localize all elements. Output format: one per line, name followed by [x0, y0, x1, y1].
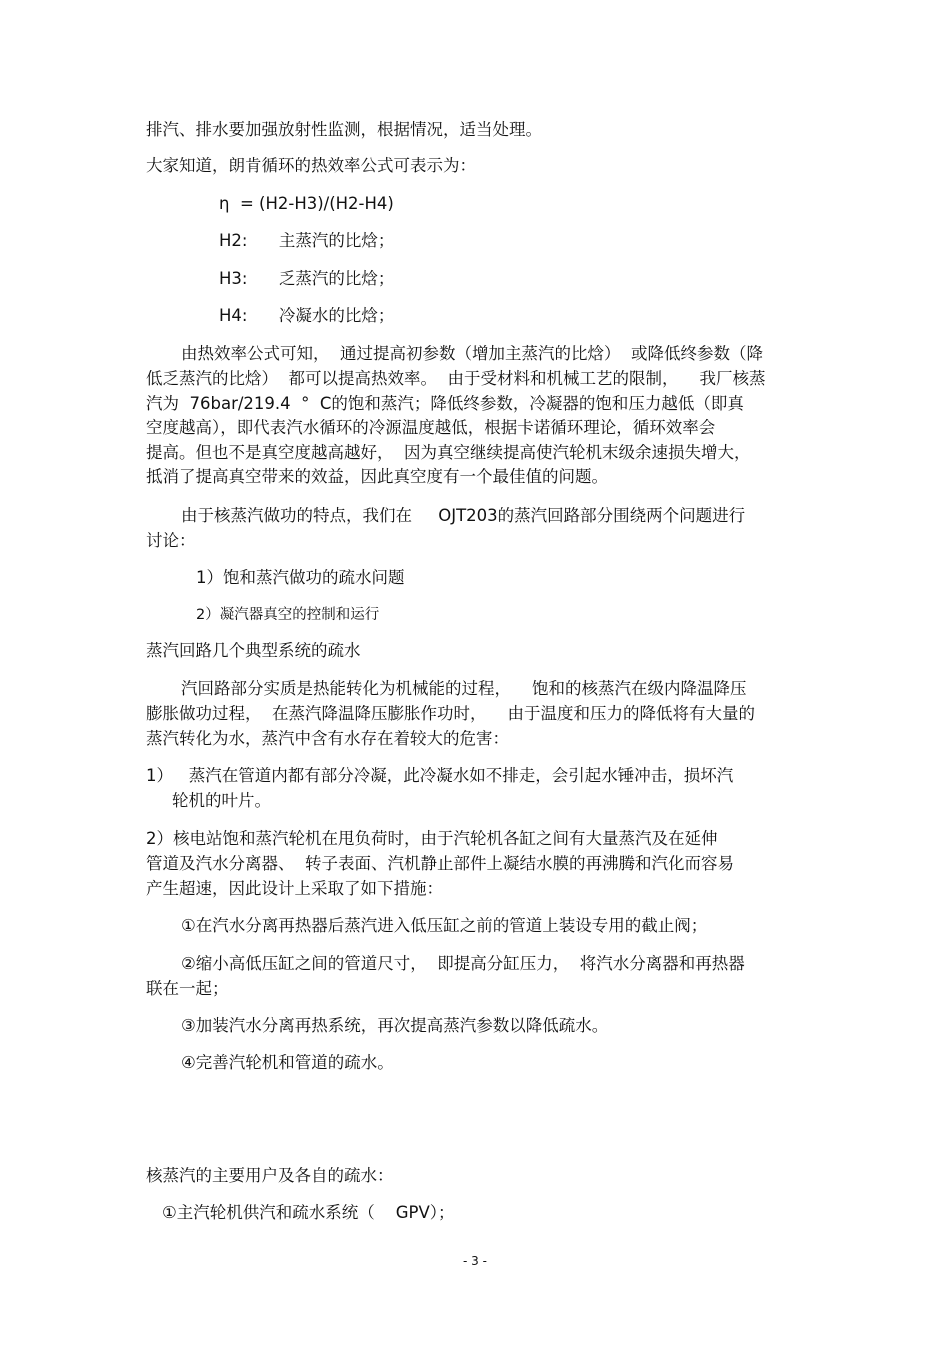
text-line: 膨胀做功过程， 在蒸汽降温降压膨胀作功时， 由于温度和压力的降低将有大量的 [146, 704, 755, 723]
section-heading: 蒸汽回路几个典型系统的疏水 [146, 641, 361, 660]
text-line: 由热效率公式可知， 通过提高初参数（增加主蒸汽的比焓） 或降低终参数（降 [181, 344, 763, 363]
page-number: - 3 - [463, 1254, 487, 1268]
measure-item: ④完善汽轮机和管道的疏水。 [181, 1053, 394, 1072]
text-line: 空度越高），即代表汽水循环的冷源温度越低，根据卡诺循环理论，循环效率会 [146, 418, 716, 437]
text-line: 由于核蒸汽做功的特点，我们在 OJT203的蒸汽回路部分围绕两个问题进行 [181, 506, 746, 525]
text-line: 汽回路部分实质是热能转化为机械能的过程， 饱和的核蒸汽在级内降温降压 [181, 679, 747, 698]
text-line: 提高。但也不是真空度越高越好， 因为真空继续提高使汽轮机末级余速损失增大， [146, 443, 751, 462]
text-line: 低乏蒸汽的比焓） 都可以提高热效率。 由于受材料和机械工艺的限制， 我厂核蒸 [146, 369, 766, 388]
list-item: 2）核电站饱和蒸汽轮机在甩负荷时，由于汽轮机各缸之间有大量蒸汽及在延伸 [146, 829, 718, 848]
formula-line: η = (H2-H3)/(H2-H4) [219, 194, 394, 213]
text-line: 汽为 76bar/219.4 ° C的饱和蒸汽；降低终参数，冷凝器的饱和压力越低（即真 [146, 394, 744, 413]
text-line: 抵消了提高真空带来的效益，因此真空度有一个最佳值的问题。 [146, 467, 608, 486]
formula-definition: H3: 乏蒸汽的比焓； [219, 269, 395, 288]
list-item: 2）凝汽器真空的控制和运行 [196, 607, 380, 623]
text-line: 讨论： [146, 531, 196, 550]
text-line: 蒸汽转化为水，蒸汽中含有水存在着较大的危害： [146, 729, 509, 748]
text-line: 联在一起； [146, 979, 229, 998]
measure-item: ③加装汽水分离再热系统，再次提高蒸汽参数以降低疏水。 [181, 1016, 609, 1035]
formula-definition: H4: 冷凝水的比焓； [219, 306, 395, 325]
list-item: ①主汽轮机供汽和疏水系统（ GPV）； [162, 1203, 455, 1222]
list-item: 1） 蒸汽在管道内都有部分冷凝，此冷凝水如不排走，会引起水锤冲击，损坏汽 [146, 766, 734, 785]
list-item: 1）饱和蒸汽做功的疏水问题 [196, 568, 405, 587]
list-item: 轮机的叶片。 [172, 791, 271, 810]
text-line: 排汽、排水要加强放射性监测，根据情况，适当处理。 [146, 120, 542, 139]
text-line: 管道及汽水分离器、 转子表面、汽机静止部件上凝结水膜的再沸腾和汽化而容易 [146, 854, 734, 873]
text-line: 大家知道，朗肯循环的热效率公式可表示为： [146, 156, 476, 175]
section-heading: 核蒸汽的主要用户及各自的疏水： [146, 1166, 394, 1185]
measure-item: ②缩小高低压缸之间的管道尺寸， 即提高分缸压力， 将汽水分离器和再热器 [181, 954, 745, 973]
formula-definition: H2: 主蒸汽的比焓； [219, 231, 395, 250]
text-line: 产生超速，因此设计上采取了如下措施： [146, 879, 443, 898]
measure-item: ①在汽水分离再热器后蒸汽进入低压缸之前的管道上装设专用的截止阀； [181, 916, 708, 935]
